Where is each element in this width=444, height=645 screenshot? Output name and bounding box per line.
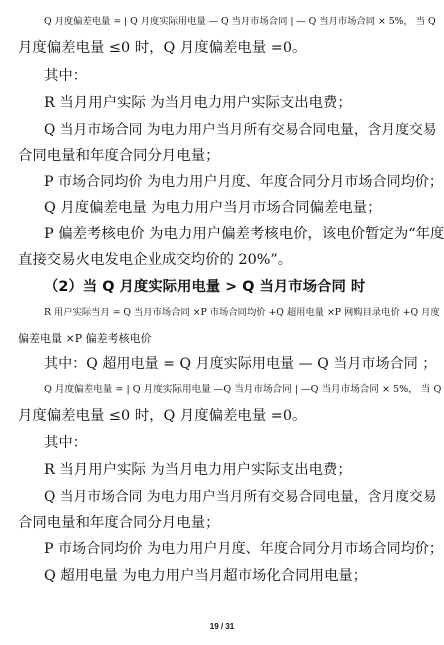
where-label-1 xyxy=(0,66,444,86)
line-text: Q 超用电量 为电力用户当月超市场化合同用电量； xyxy=(44,568,368,584)
page-number-text: 19 / 31 xyxy=(209,622,235,631)
where-label-2 xyxy=(0,433,444,453)
def-line-q-contract-2-cont xyxy=(0,513,444,533)
def-line-q-deviation xyxy=(0,198,444,218)
def-line-q-overuse xyxy=(0,566,444,586)
line-text: Q 当月市场合同 为电力用户当月所有交易合同电量，含月度交易 xyxy=(44,122,437,138)
line-text: 其中： xyxy=(44,435,88,451)
formula-line-1 xyxy=(0,12,444,32)
line-text: R 当月用户实际 为当月电力用户实际支出电费； xyxy=(44,95,352,111)
formula-line-r-cont xyxy=(0,329,444,349)
line-text: 月度偏差电量 ≤0 时，Q 月度偏差电量 =0。 xyxy=(18,40,307,56)
def-line-q-contract-cont xyxy=(0,146,444,166)
def-line-r-2 xyxy=(0,460,444,480)
line-text: P 偏差考核电价 为电力用户偏差考核电价，该电价暂定为“年度 xyxy=(44,226,444,242)
formula-line-r xyxy=(0,303,444,323)
formula-line-2 xyxy=(0,38,444,58)
line-text: Q 月度偏差电量 为电力用户当月市场合同偏差电量； xyxy=(44,200,382,216)
line-text: P 市场合同均价 为电力用户月度、年度合同分月市场合同均价； xyxy=(44,174,443,190)
line-text: R 用户实际当月 = Q 当月市场合同 ×P 市场合同均价 +Q 超用电量 ×P 网购目录电价 +Q 月度 xyxy=(44,307,440,318)
line-text: 合同电量和年度合同分月电量； xyxy=(18,148,220,164)
line-text: 其中：Q 超用电量 = Q 月度实际用电量 — Q 当月市场合同 ； xyxy=(44,356,437,372)
formula-line-deviation-cont xyxy=(0,406,444,426)
section-heading-case-2 xyxy=(0,277,444,297)
line-text: Q 月度偏差电量 = | Q 月度实际用电量 — Q 当月市场合同 | — Q 当月市场合同 × 5%， 当 Q xyxy=(44,16,436,27)
line-text: 直接交易火电发电企业成交均价的 20%”。 xyxy=(18,252,293,268)
formula-line-deviation xyxy=(0,380,444,400)
page-number xyxy=(0,622,444,631)
line-text: （2）当 Q 月度实际用电量 > Q 当月市场合同 时 xyxy=(44,279,366,295)
line-text: 合同电量和年度合同分月电量； xyxy=(18,515,220,531)
line-text: 偏差电量 ×P 偏差考核电价 xyxy=(18,332,152,345)
line-text: P 市场合同均价 为电力用户月度、年度合同分月市场合同均价； xyxy=(44,541,443,557)
def-line-q-contract-2 xyxy=(0,487,444,507)
line-text: Q 当月市场合同 为电力用户当月所有交易合同电量，含月度交易 xyxy=(44,489,437,505)
def-line-p-penalty-cont xyxy=(0,250,444,270)
formula-line-overuse xyxy=(0,354,444,374)
line-text: R 当月用户实际 为当月电力用户实际支出电费； xyxy=(44,462,352,478)
def-line-p-avg-2 xyxy=(0,539,444,559)
def-line-r xyxy=(0,93,444,113)
def-line-p-penalty xyxy=(0,224,444,244)
line-text: 月度偏差电量 ≤0 时，Q 月度偏差电量 =0。 xyxy=(18,408,307,424)
line-text: 其中： xyxy=(44,68,88,84)
def-line-p-avg xyxy=(0,172,444,192)
def-line-q-contract xyxy=(0,120,444,140)
line-text: Q 月度偏差电量 = | Q 月度实际用电量 —Q 当月市场合同 | —Q 当月市场合同 × 5%， 当 Q xyxy=(44,384,442,395)
